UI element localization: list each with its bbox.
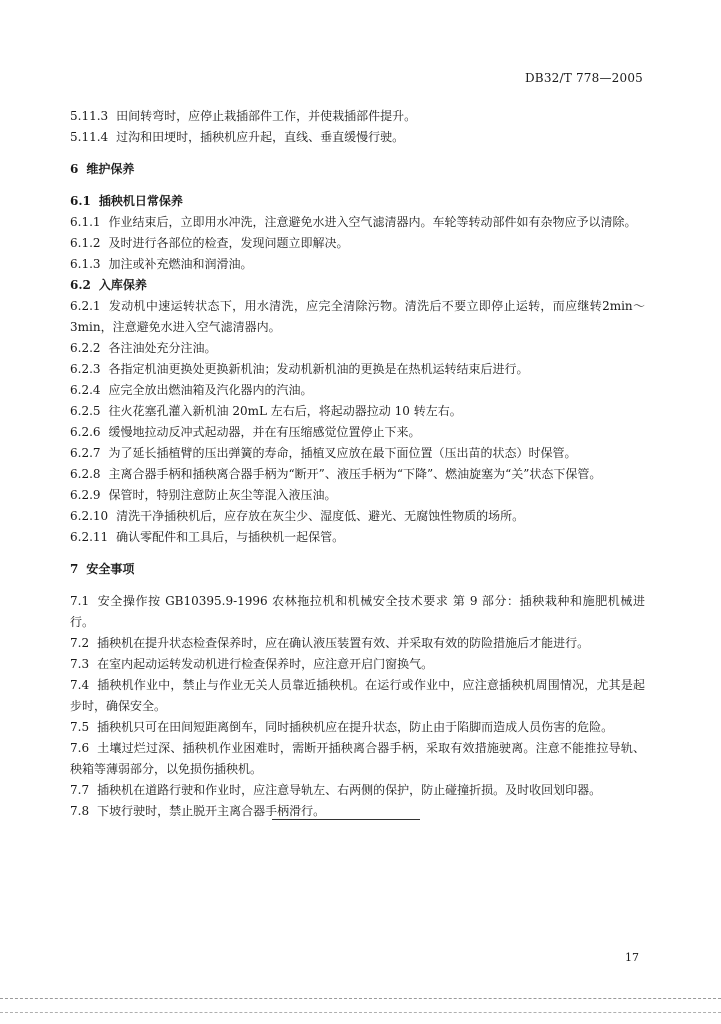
clause-6-2-6: 6.2.6 缓慢地拉动反冲式起动器，并在有压缩感觉位置停止下来。 — [70, 425, 421, 439]
scan-edge-line — [0, 1012, 721, 1013]
clause-6-2-2: 6.2.2 各注油处充分注油。 — [70, 341, 217, 355]
clause-7-2: 7.2 插秧机在提升状态检查保养时，应在确认液压装置有效、并采取有效的防险措施后才能进行。 — [70, 636, 590, 650]
clause-7-7: 7.7 插秧机在道路行驶和作业时，应注意导轨左、右两侧的保护，防止碰撞折损。及时收回划印器。 — [70, 783, 602, 797]
clause-7-3: 7.3 在室内起动运转发动机进行检查保养时，应注意开启门窗换气。 — [70, 657, 434, 671]
clause-6-2-4: 6.2.4 应完全放出燃油箱及汽化器内的汽油。 — [70, 383, 313, 397]
clause-6-2-11: 6.2.11 确认零配件和工具后，与插秧机一起保管。 — [70, 530, 345, 544]
clause-6-2-8: 6.2.8 主离合器手柄和插秧离合器手柄为“断开”、液压手柄为“下降”、燃油旋塞为“关”状态下保管。 — [70, 467, 602, 481]
clause-7-4: 7.4 插秧机作业中，禁止与作业无关人员靠近插秧机。在运行或作业中，应注意插秧机周围情况，尤其是起步时，确保安全。 — [70, 678, 645, 713]
clause-6-1-1: 6.1.1 作业结束后，立即用水冲洗，注意避免水进入空气滤清器内。车轮等转动部件如有杂物应予以清除。 — [70, 215, 637, 229]
section-heading-6: 6 维护保养 — [70, 162, 135, 176]
clause-5-11-4: 5.11.4 过沟和田埂时，插秧机应升起，直线、垂直缓慢行驶。 — [70, 130, 405, 144]
end-of-document-rule — [272, 819, 420, 820]
document-body — [70, 106, 645, 822]
standard-number: DB32/T 778—2005 — [524, 71, 643, 85]
clause-6-2-5: 6.2.5 往火花塞孔灌入新机油 20mL 左右后，将起动器拉动 10 转左右。 — [70, 404, 462, 418]
clause-6-1-3: 6.1.3 加注或补充燃油和润滑油。 — [70, 257, 253, 271]
clause-6-2-9: 6.2.9 保管时，特别注意防止灰尘等混入液压油。 — [70, 488, 337, 502]
page-number: 17 — [625, 951, 639, 964]
clause-5-11-3: 5.11.3 田间转弯时，应停止栽插部件工作，并使栽插部件提升。 — [70, 109, 417, 123]
clause-7-5: 7.5 插秧机只可在田间短距离倒车，同时插秧机应在提升状态，防止由于陷脚而造成人员伤害的危险。 — [70, 720, 614, 734]
section-heading-7: 7 安全事项 — [70, 562, 135, 576]
section-heading-6-1: 6.1 插秧机日常保养 — [70, 194, 183, 208]
clause-7-6: 7.6 土壤过烂过深、插秧机作业困难时，需断开插秧离合器手柄，采取有效措施驶离。注意不能推拉导轨、秧箱等薄弱部分，以免损伤插秧机。 — [70, 741, 645, 776]
clause-7-1: 7.1 安全操作按 GB10395.9-1996 农林拖拉机和机械安全技术要求 第 9 部分：插秧栽种和施肥机械进行。 — [70, 594, 645, 629]
section-heading-6-2: 6.2 入库保养 — [70, 278, 147, 292]
clause-6-2-10: 6.2.10 清洗干净插秧机后，应存放在灰尘少、湿度低、避光、无腐蚀性物质的场所。 — [70, 509, 525, 523]
clause-6-1-2: 6.1.2 及时进行各部位的检查，发现问题立即解决。 — [70, 236, 349, 250]
clause-7-8: 7.8 下坡行驶时，禁止脱开主离合器手柄滑行。 — [70, 804, 326, 818]
clause-6-2-7: 6.2.7 为了延长插植臂的压出弹簧的寿命，插植叉应放在最下面位置（压出苗的状态）时保管。 — [70, 446, 577, 460]
clause-6-2-1: 6.2.1 发动机中速运转状态下，用水清洗，应完全清除污物。清洗后不要立即停止运转，而应继转2min～3min，注意避免水进入空气滤清器内。 — [70, 299, 645, 334]
scan-edge-line — [0, 998, 721, 999]
clause-6-2-3: 6.2.3 各指定机油更换处更换新机油；发动机新机油的更换是在热机运转结束后进行。 — [70, 362, 529, 376]
